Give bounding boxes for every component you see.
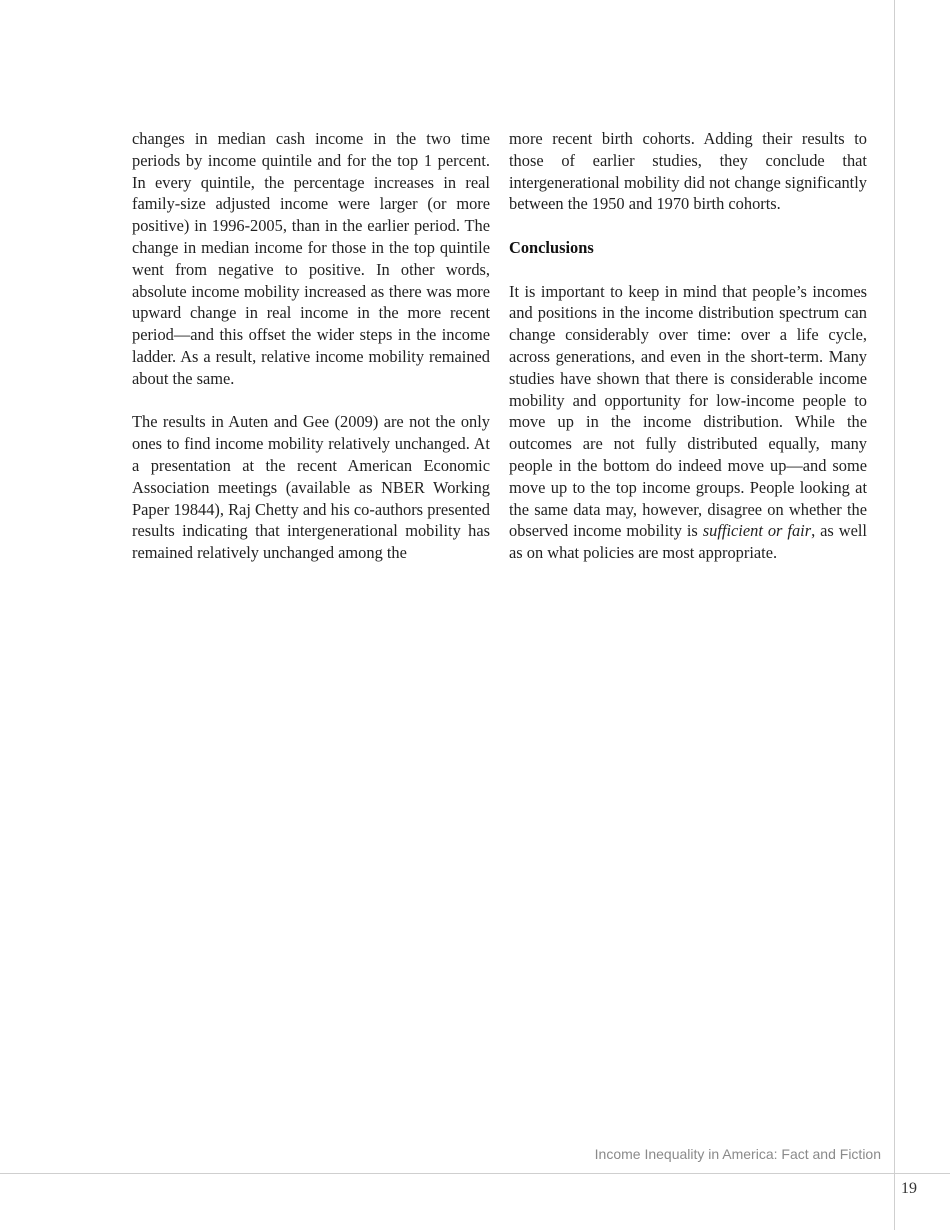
page-number: 19 xyxy=(901,1180,917,1197)
left-column xyxy=(132,128,490,586)
section-heading: Conclusions xyxy=(509,237,594,257)
paragraph-text: , as well as on what policies are most appropriate. xyxy=(509,521,867,563)
emphasis-text: sufficient or fair xyxy=(702,521,812,541)
footer-rule-horizontal xyxy=(0,1173,950,1174)
body-paragraph: more recent birth cohorts. Adding their results to those of earlier studies, they conclude that intergenerational mobility did not change significantly between the 1950 and 1970 birth cohorts. xyxy=(509,129,867,214)
paragraph-text: It is important to keep in mind that people’s incomes and positions in the income distribution spectrum can change considerably over time: over a life cycle, across generations, and even in the short-term. Many studies have shown that there is considerable income mobility and opportunity for low-income people to move up in the income distribution. While the outcomes are not fully distributed equally, many people in the bottom do indeed move up—and some move up to the top income groups. People looking at the same data may, however, disagree on whether the observed income mobility is xyxy=(509,281,867,541)
body-paragraph: changes in median cash income in the two time periods by income quintile and for the top 1 percent. In every quintile, the percentage increases in real family-size adjusted income were larger (or more positive) in 1996-2005, than in the earlier period. The change in median income for those in the top quintile went from negative to positive. In other words, absolute income mobility increased as there was more upward change in real income in the more recent period—and this offset the wider steps in the income ladder. As a result, relative income mobility remained about the same. xyxy=(132,129,490,388)
body-paragraph xyxy=(509,281,867,564)
body-paragraph: The results in Auten and Gee (2009) are not the only ones to find income mobility relatively unchanged. At a presentation at the recent American Economic Association meetings (available as NBER Working Paper 19844), Raj Chetty and his co-authors presented results indicating that intergenerational mobility has remained relatively unchanged among the xyxy=(132,412,490,563)
right-column xyxy=(509,128,867,586)
margin-rule-vertical xyxy=(894,0,895,1230)
running-footer-title: Income Inequality in America: Fact and Fiction xyxy=(594,1146,881,1162)
